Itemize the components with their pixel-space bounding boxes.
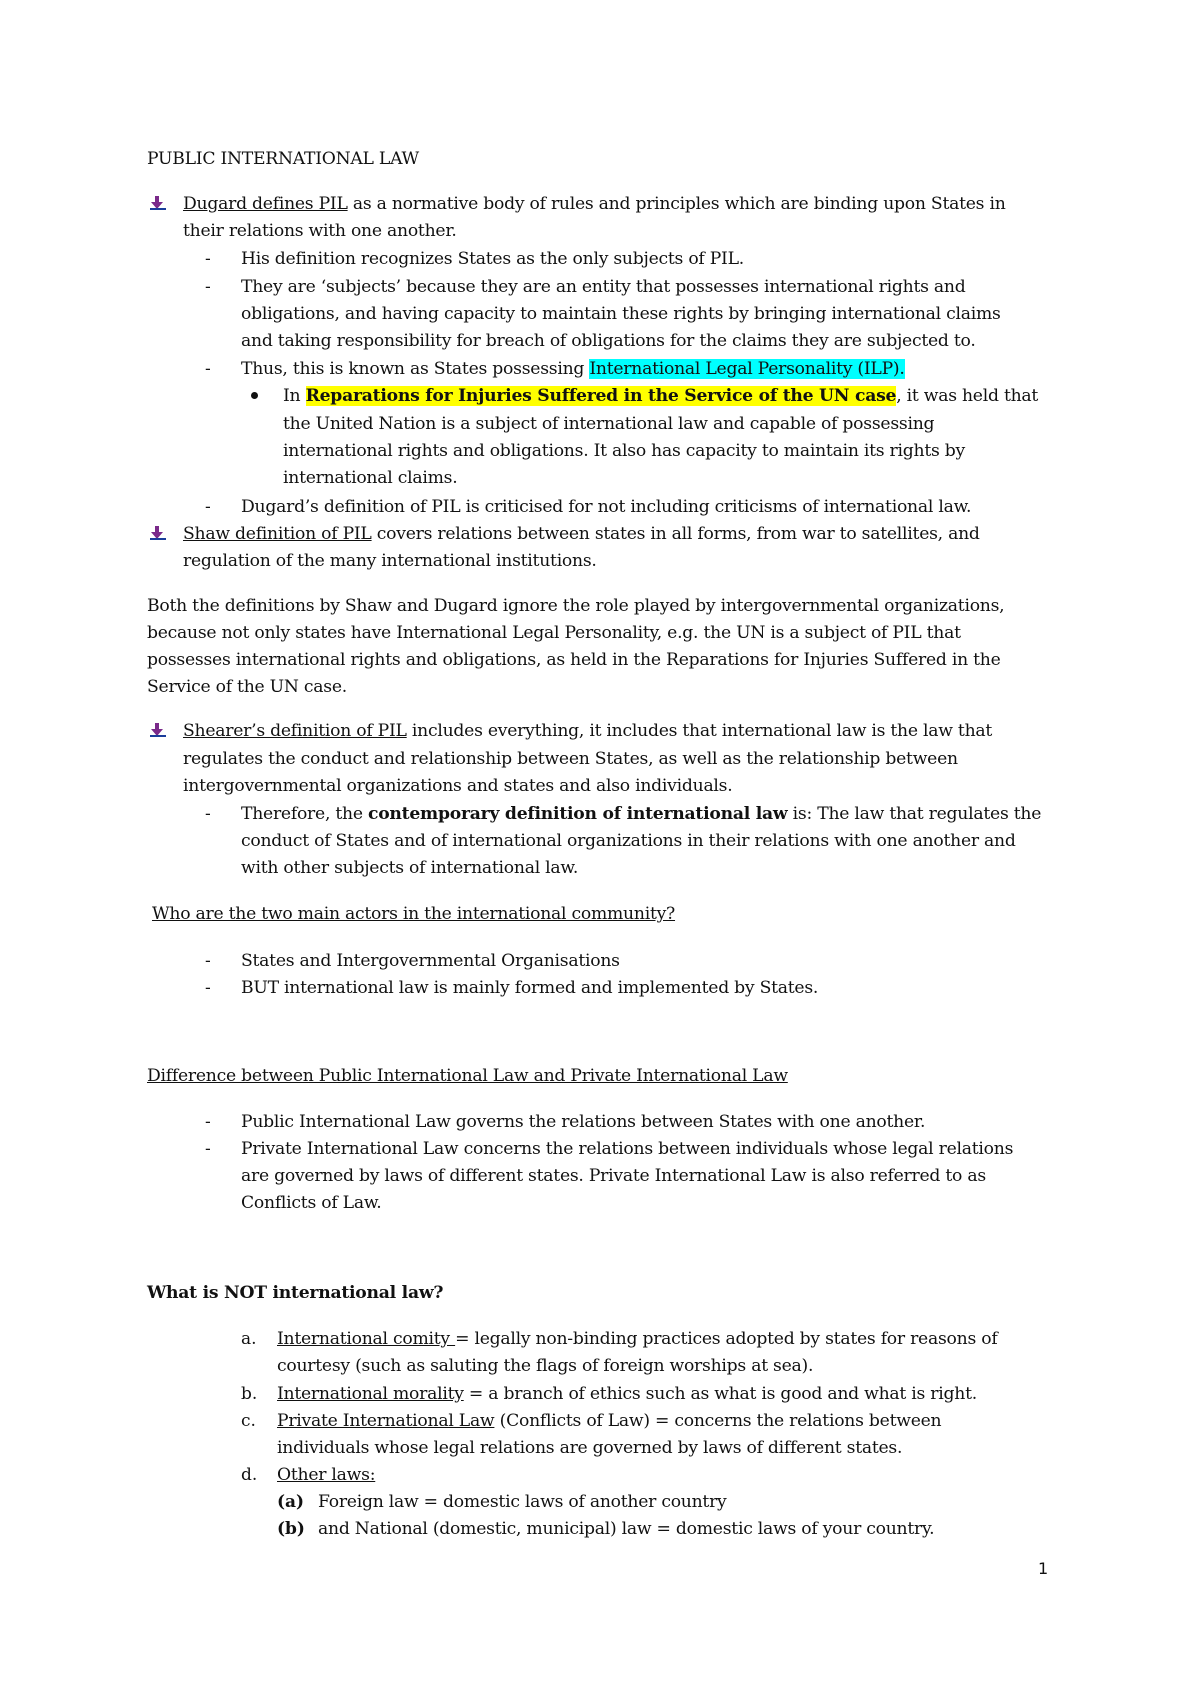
shearer-rest: includes everything, it includes that international law is the law that — [406, 721, 993, 741]
dugard-rest: as a normative body of rules and principles which are binding upon States in — [347, 194, 1006, 214]
bullet-rest: , it was held that — [896, 386, 1039, 406]
shearer-cont1: regulates the conduct and relationship between States, as well as the relationship between — [183, 749, 958, 769]
sub-rest: is: The law that regulates the — [787, 804, 1042, 824]
list-marker-d: d. — [241, 1465, 258, 1485]
dash-marker: - — [205, 497, 211, 517]
page-number: 1 — [1038, 1559, 1048, 1578]
shearer-term: Shearer’s definition of PIL — [183, 721, 407, 741]
dugard-sub2b: obligations, and having capacity to maintain these rights by bringing international claims — [241, 304, 1001, 324]
contemporary-definition: contemporary definition of international law — [367, 804, 788, 824]
reparations-cont1: the United Nation is a subject of international law and capable of possessing — [283, 414, 935, 434]
dugard-sub4: Dugard’s definition of PIL is criticised for not including criticisms of international law. — [241, 497, 972, 517]
sub-marker-b: (b) — [277, 1519, 305, 1539]
dash-marker: - — [205, 951, 211, 971]
difference-item2b: are governed by laws of different states. Private International Law is also referred to as — [241, 1166, 986, 1186]
shearer-sub3: with other subjects of international law. — [241, 858, 579, 878]
reparations-line — [283, 385, 1038, 407]
dugard-sub1: His definition recognizes States as the only subjects of PIL. — [241, 249, 744, 269]
notlaw-c-cont: individuals whose legal relations are governed by laws of different states. — [277, 1438, 903, 1458]
shearer-sub2: conduct of States and of international organizations in their relations with one another and — [241, 831, 1016, 851]
bullet-dot — [251, 392, 258, 399]
actors-item: States and Intergovernmental Organisations — [241, 951, 620, 971]
para-line: Service of the UN case. — [147, 677, 347, 697]
ilp-highlight: International Legal Personality (ILP). — [589, 359, 905, 379]
page-title: PUBLIC INTERNATIONAL LAW — [147, 149, 419, 169]
reparations-case-highlight: Reparations for Injuries Suffered in the Service of the UN case — [305, 386, 897, 406]
list-marker-c: c. — [241, 1411, 256, 1431]
sub-pre: Therefore, the — [241, 804, 368, 824]
dugard-term: Dugard defines PIL — [183, 194, 348, 214]
reparations-cont3: international claims. — [283, 468, 458, 488]
arrow-bullet-icon — [150, 526, 168, 540]
difference-heading: Difference between Public International Law and Private International Law — [147, 1066, 788, 1086]
notlaw-heading: What is NOT international law? — [147, 1283, 444, 1303]
other-laws-term: Other laws: — [277, 1465, 376, 1485]
arrow-bullet-icon — [150, 196, 168, 210]
dash-marker: - — [205, 804, 211, 824]
para-line: Both the definitions by Shaw and Dugard ignore the role played by intergovernmental organizations, — [147, 596, 1005, 616]
notlaw-a-cont: courtesy (such as saluting the flags of foreign worships at sea). — [277, 1356, 814, 1376]
shaw-line — [183, 523, 980, 545]
morality-rest: = a branch of ethics such as what is good and what is right. — [463, 1384, 977, 1404]
dash-marker: - — [205, 249, 211, 269]
dugard-line — [183, 193, 1006, 215]
private-law-term: Private International Law — [277, 1411, 495, 1431]
para-line: possesses international rights and obligations, as held in the Reparations for Injuries Suffered in the — [147, 650, 1001, 670]
difference-item2a: Private International Law concerns the relations between individuals whose legal relations — [241, 1139, 1014, 1159]
shaw-cont: regulation of the many international institutions. — [183, 551, 597, 571]
dugard-sub2a: They are ‘subjects’ because they are an entity that possesses international rights and — [241, 277, 966, 297]
list-marker-b: b. — [241, 1384, 258, 1404]
notlaw-b — [277, 1383, 977, 1405]
notlaw-c — [277, 1410, 941, 1432]
dash-marker: - — [205, 1139, 211, 1159]
actors-item: BUT international law is mainly formed and implemented by States. — [241, 978, 819, 998]
comity-term: International comity — [277, 1329, 456, 1349]
morality-term: International morality — [277, 1384, 464, 1404]
bullet-pre: In — [283, 386, 306, 406]
dash-marker: - — [205, 1112, 211, 1132]
arrow-bullet-icon — [150, 723, 168, 737]
dugard-sub2c: and taking responsibility for breach of obligations for the claims they are subjected to. — [241, 331, 976, 351]
foreign-law: Foreign law = domestic laws of another country — [318, 1492, 727, 1512]
list-marker-a: a. — [241, 1329, 257, 1349]
shaw-rest: covers relations between states in all forms, from war to satellites, and — [371, 524, 980, 544]
notlaw-a — [277, 1328, 997, 1350]
para-line: because not only states have International Legal Personality, e.g. the UN is a subject of PIL that — [147, 623, 961, 643]
dash-marker: - — [205, 978, 211, 998]
actors-heading: Who are the two main actors in the international community? — [152, 904, 676, 924]
dash-marker: - — [205, 359, 211, 379]
national-law: and National (domestic, municipal) law = domestic laws of your country. — [318, 1519, 935, 1539]
sub-marker-a: (a) — [277, 1492, 305, 1512]
dugard-sub3 — [241, 358, 905, 380]
shearer-sub1 — [241, 803, 1041, 825]
private-law-rest: (Conflicts of Law) = concerns the relations between — [494, 1411, 942, 1431]
difference-item2c: Conflicts of Law. — [241, 1193, 382, 1213]
difference-item1: Public International Law governs the relations between States with one another. — [241, 1112, 926, 1132]
shaw-term: Shaw definition of PIL — [183, 524, 372, 544]
shearer-cont2: intergovernmental organizations and states and also individuals. — [183, 776, 733, 796]
dash-marker: - — [205, 277, 211, 297]
sub3-text: Thus, this is known as States possessing — [241, 359, 590, 379]
reparations-cont2: international rights and obligations. It also has capacity to maintain its rights by — [283, 441, 965, 461]
dugard-cont: their relations with one another. — [183, 221, 457, 241]
shearer-line — [183, 720, 992, 742]
comity-rest: = legally non-binding practices adopted by states for reasons of — [455, 1329, 998, 1349]
